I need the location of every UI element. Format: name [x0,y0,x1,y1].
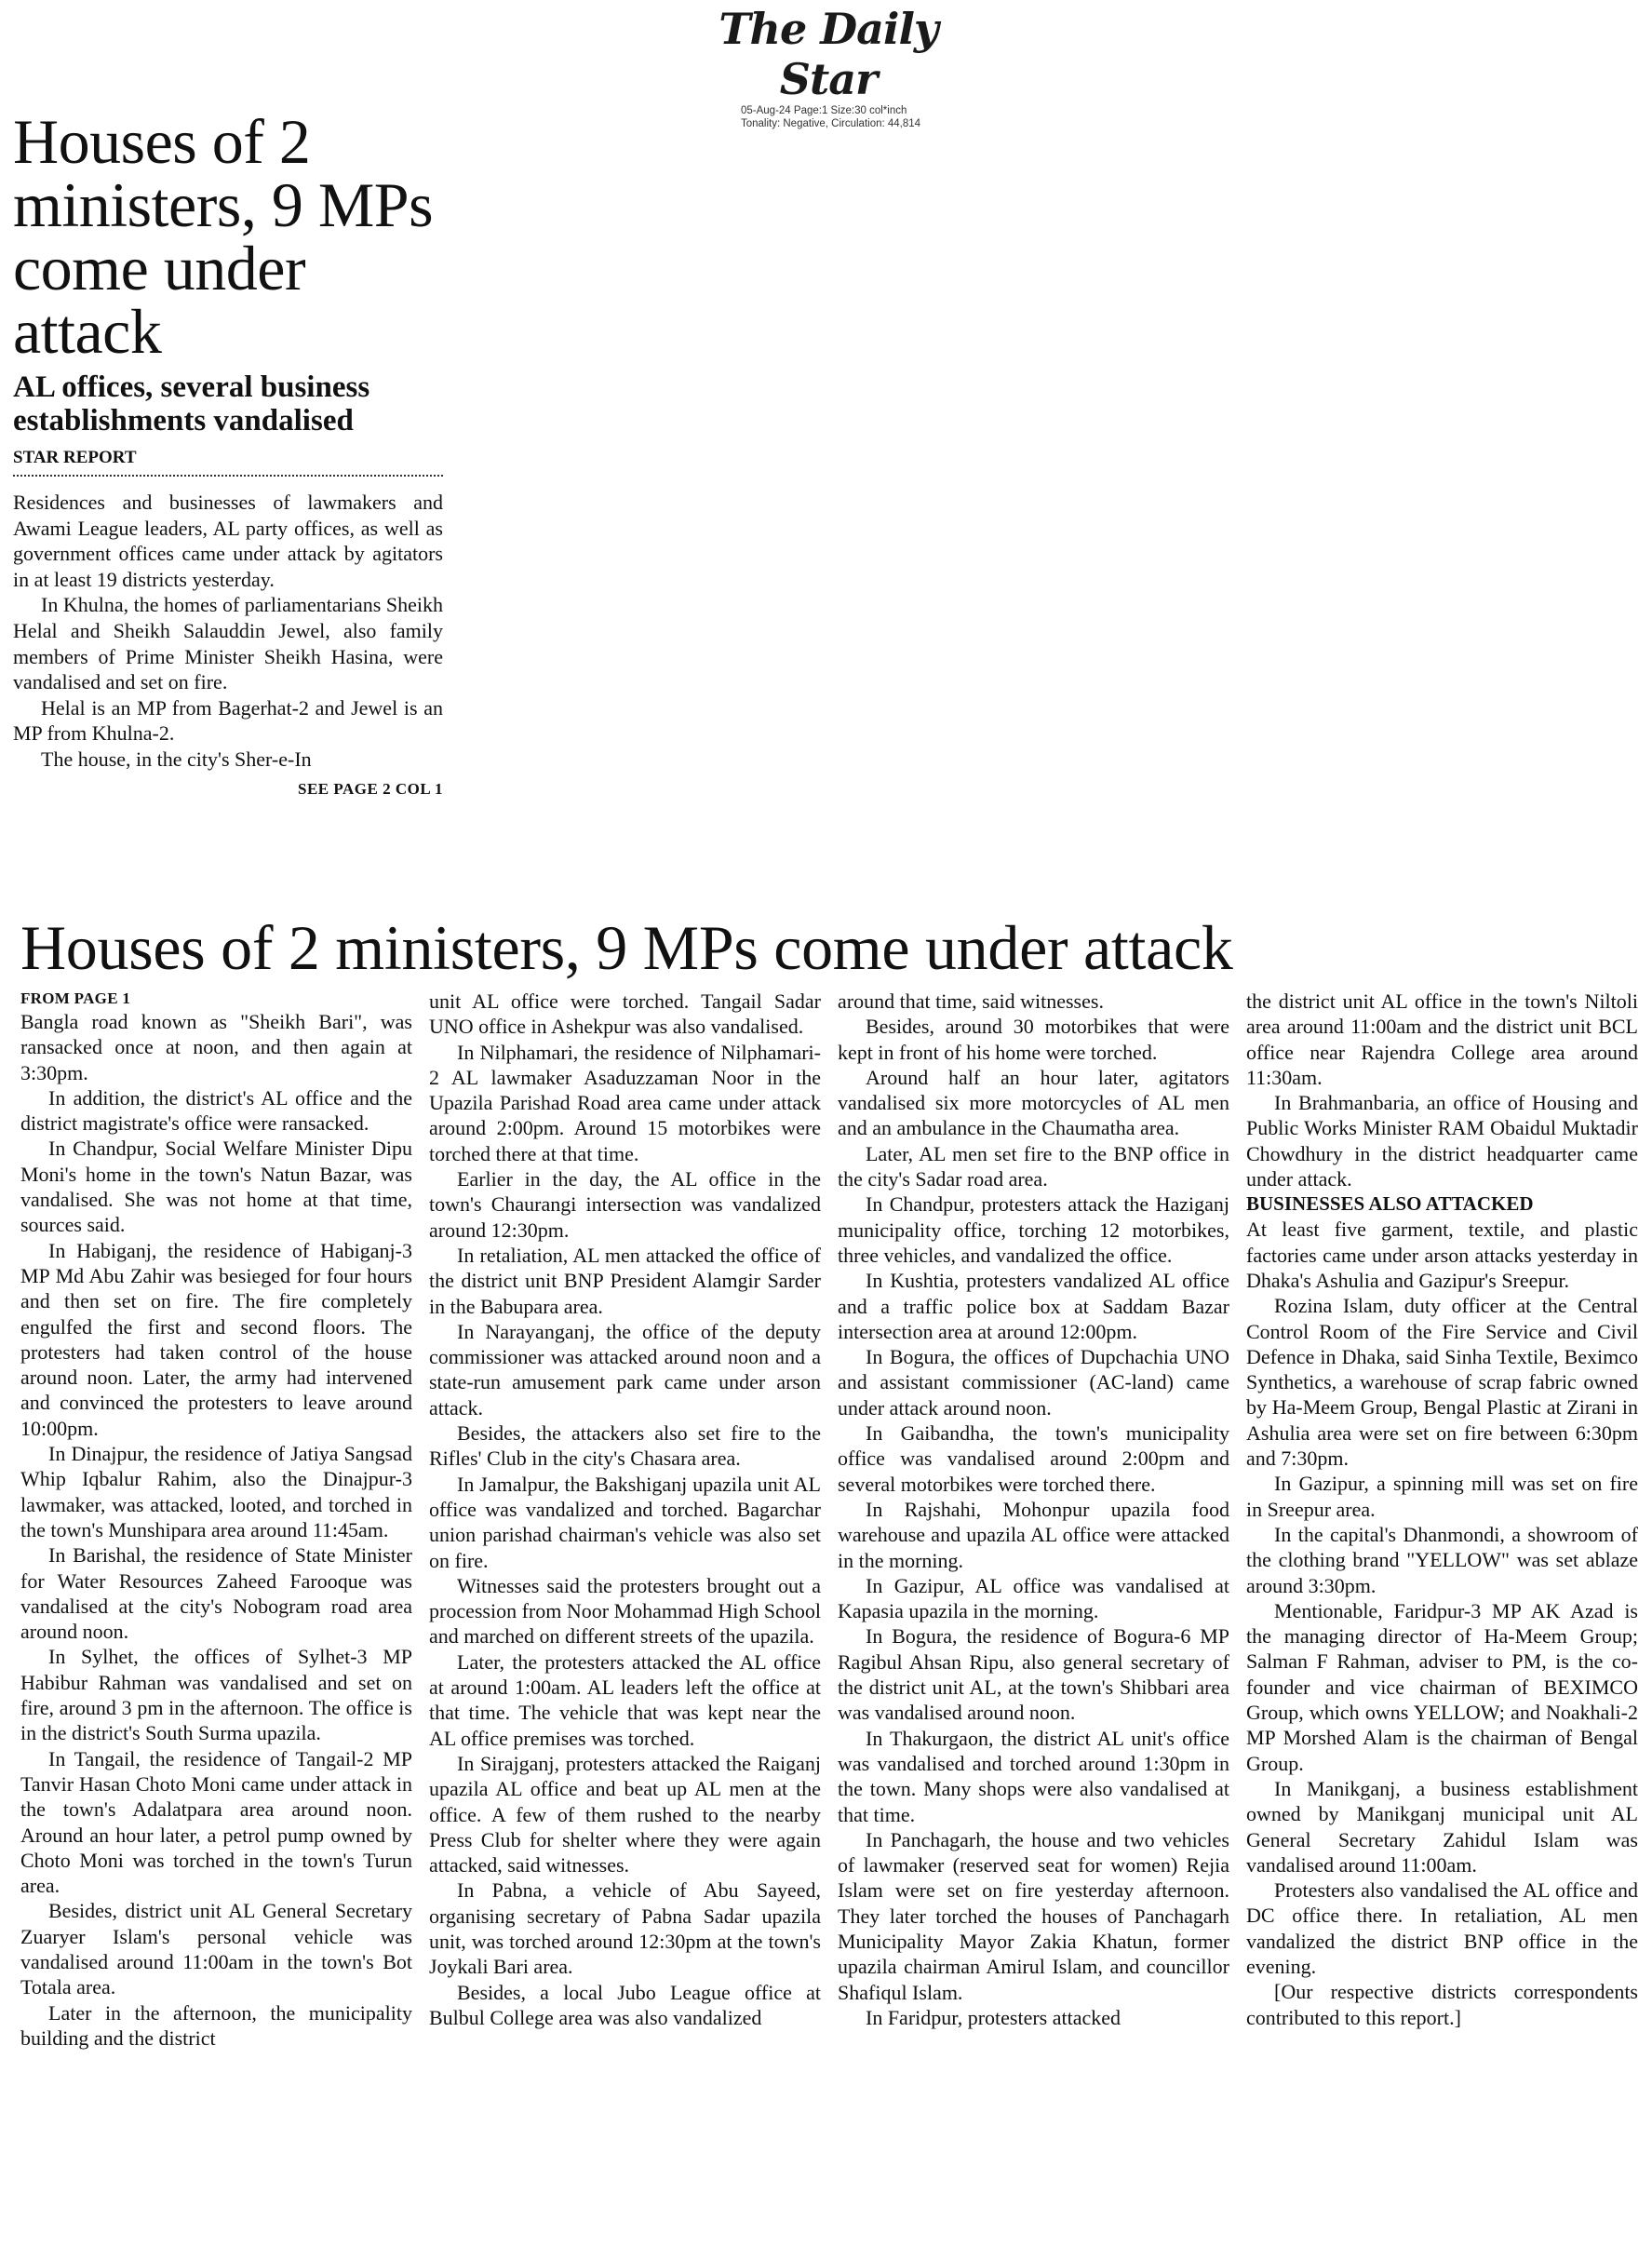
article-paragraph: In Jamalpur, the Bakshiganj upazila unit AL office was vandalized and torched. Bagarchar union parishad chairman's vehicle was also set on fire. [429,1472,821,1572]
article-paragraph: Bangla road known as "Sheikh Bari", was ransacked once at noon, and then again at 3:30pm. [20,1010,412,1084]
article-paragraph: In Chandpur, protesters attack the Haziganj municipality office, torching 12 motorbikes, three vehicles, and vandalized the office. [838,1192,1229,1267]
front-story-paragraph: Residences and businesses of lawmakers and Awami League leaders, AL party offices, as well as government offices came under attack by agitators in at least 19 districts yesterday. [13,491,443,591]
article-paragraph: In Gazipur, AL office was vandalised at Kapasia upazila in the morning. [838,1573,1229,1623]
article-column-3 [838,989,1229,2256]
article-paragraph: In Habiganj, the residence of Habiganj-3 MP Md Abu Zahir was besieged for four hours and then set on fire. The fire completely engulfed the first and second floors. The protesters had taken control of the house around noon. Later, the army had intervened and convinced the protesters to leave around 10:00pm. [20,1238,412,1440]
clipping-meta-date-size: 05-Aug-24 Page:1 Size:30 col*inch [741,105,907,116]
article-column-2 [429,989,821,2256]
article-paragraph: In Panchagarh, the house and two vehicles of lawmaker (reserved seat for women) Rejia Islam were set on fire yesterday afternoon. They later torched the houses of Panchagarh Municipality Mayor Zakia Khatun, former upazila chairman Amirul Islam, and councillor Shafiqul Islam. [838,1827,1229,2004]
article-paragraph: Later, the protesters attacked the AL office at around 1:00am. AL leaders left the office at that time. The vehicle that was kept near the AL office premises was torched. [429,1649,821,1750]
article-paragraph: In Sylhet, the offices of Sylhet-3 MP Habibur Rahman was vandalised and set on fire, around 3 pm in the afternoon. The office is in the district's South Surma upazila. [20,1645,412,1745]
article-paragraph: In Faridpur, protesters attacked [866,2005,1121,2029]
continued-story-headline: Houses of 2 ministers, 9 MPs come under attack [20,912,1233,983]
from-page-label: FROM PAGE 1 [20,989,131,1007]
article-paragraph: In Nilphamari, the residence of Nilphamari-2 AL lawmaker Asaduzzaman Noor in the Upazila Parishad Road area came under attack around 2:00pm. Around 15 motorbikes were torched there at that time. [429,1040,821,1165]
article-paragraph: Mentionable, Faridpur-3 MP AK Azad is the managing director of Ha-Meem Group; Salman F Rahman, adviser to PM, is the co-founder and vice chairman of BEXIMCO Group, which owns YELLOW; and Noakhali-2 MP Morshed Alam is the chairman of Bengal Group. [1246,1598,1638,1775]
article-paragraph: the district unit AL office in the town's Niltoli area around 11:00am and the district unit BCL office near Rajendra College area around 11:30am. [1246,989,1638,1089]
article-paragraph: Witnesses said the protesters brought out a procession from Noor Mohammad High School and marched on different streets of the upazila. [429,1573,821,1649]
article-paragraph: In Pabna, a vehicle of Abu Sayeed, organising secretary of Pabna Sadar upazila unit, was torched around 12:30pm at the town's Joykali Bari area. [429,1878,821,1979]
article-paragraph: Rozina Islam, duty officer at the Central Control Room of the Fire Service and Civil Defence in Dhaka, said Sinha Textile, Beximco Synthetics, a warehouse of scrap fabric owned by Ha-Meem Group, Bengal Plastic at Zirani in Ashulia area were set on fire between 6:30pm and 7:30pm. [1246,1294,1638,1471]
article-paragraph: In Tangail, the residence of Tangail-2 MP Tanvir Hasan Choto Moni came under attack in the town's Adalatpara area around noon. Around an hour later, a petrol pump owned by Choto Moni was torched in the town's Turun area. [20,1746,412,1898]
article-paragraph: In Gaibandha, the town's municipality office was vandalised around 2:00pm and several motorbikes were torched there. [838,1421,1229,1496]
article-paragraph: Protesters also vandalised the AL office and DC office there. In retaliation, AL men vandalized the district BNP office in the evening. [1246,1878,1638,1978]
front-story-headline: Houses of 2 ministers, 9 MPs come under attack [13,106,434,367]
article-paragraph: In addition, the district's AL office and the district magistrate's office were ransacked. [20,1085,412,1136]
article-paragraph: In retaliation, AL men attacked the office of the district unit BNP President Alamgir Sarder in the Babupara area. [429,1243,821,1318]
newspaper-logo: The Daily Star [719,4,938,104]
article-column-1 [20,989,412,2256]
front-story-paragraph: Helal is an MP from Bagerhat-2 and Jewel is an MP from Khulna-2. [13,695,443,746]
article-paragraph: Later, AL men set fire to the BNP office in the city's Sadar road area. [838,1141,1229,1191]
article-column-4 [1246,989,1638,2256]
article-paragraph: Besides, around 30 motorbikes that were kept in front of his home were torched. [838,1015,1229,1064]
article-paragraph: In Bogura, the offices of Dupchachia UNO and assistant commissioner (AC-land) came under attack around noon. [838,1345,1229,1420]
article-paragraph: around that time, said witnesses. [838,989,1104,1013]
article-paragraph: Besides, the attackers also set fire to the Rifles' Club in the city's Chasara area. [429,1421,821,1471]
front-story-body [13,490,443,773]
article-paragraph: In the capital's Dhanmondi, a showroom of the clothing brand "YELLOW" was set ablaze around 3:30pm. [1246,1522,1638,1597]
front-story-paragraph: The house, in the city's Sher-e-In [41,747,312,771]
article-paragraph: [Our respective districts correspondents contributed to this report.] [1246,1980,1638,2029]
article-paragraph: Later in the afternoon, the municipality building and the district [20,2000,412,2050]
front-page-story [13,106,443,799]
article-paragraph: In Brahmanbaria, an office of Housing and Public Works Minister RAM Obaidul Muktadir Chowdhury in the district headquarter came under attack. [1246,1091,1638,1191]
article-paragraph: Around half an hour later, agitators vandalised six more motorcycles of AL men and an ambulance in the Chaumatha area. [838,1065,1229,1140]
front-story-byline: STAR REPORT [13,447,443,477]
article-paragraph: In Chandpur, Social Welfare Minister Dipu Moni's home in the town's Natun Bazar, was vandalised. She was not home at that time, sources said. [20,1137,412,1237]
section-subhead: BUSINESSES ALSO ATTACKED [1246,1192,1534,1216]
jump-line: SEE PAGE 2 COL 1 [298,779,443,798]
article-paragraph: At least five garment, textile, and plastic factories came under arson attacks yesterday in Dhaka's Ashulia and Gazipur's Sreepur. [1246,1218,1638,1292]
continued-story-columns [20,989,1640,2256]
article-paragraph: In Sirajganj, protesters attacked the Raiganj upazila AL office and beat up AL men at the office. A few of them rushed to the nearby Press Club for shelter where they were again attacked, said witnesses. [429,1751,821,1877]
masthead [689,4,968,130]
article-paragraph: In Barishal, the residence of State Minister for Water Resources Zaheed Farooque was vandalised at the city's Nobogram road area around noon. [20,1543,412,1644]
article-paragraph: In Bogura, the residence of Bogura-6 MP Ragibul Ahsan Ripu, also general secretary of the district unit AL, at the town's Shibbari area was vandalised around noon. [838,1624,1229,1725]
article-paragraph: unit AL office were torched. Tangail Sadar UNO office in Ashekpur was also vandalised. [429,989,821,1039]
article-paragraph: In Manikganj, a business establishment owned by Manikganj municipal unit AL General Secretary Zahidul Islam was vandalised around 11:00am. [1246,1776,1638,1877]
article-paragraph: In Rajshahi, Mohonpur upazila food warehouse and upazila AL office were attacked in the morning. [838,1497,1229,1572]
front-story-deck: AL offices, several business establishments vandalised [13,370,370,437]
article-paragraph: In Dinajpur, the residence of Jatiya Sangsad Whip Iqbalur Rahim, also the Dinajpur-3 lawmaker, was attacked, looted, and torched in the town's Munshipara area around 11:45am. [20,1442,412,1541]
front-story-paragraph: In Khulna, the homes of parliamentarians Sheikh Helal and Sheikh Salauddin Jewel, also family members of Prime Minister Sheikh Hasina, were vandalised and set on fire. [13,593,443,694]
article-paragraph: Earlier in the day, the AL office in the town's Chaurangi intersection was vandalized around 12:30pm. [429,1167,821,1242]
article-paragraph: Besides, a local Jubo League office at Bulbul College area was also vandalized [429,1980,821,2029]
article-paragraph: In Narayanganj, the office of the deputy commissioner was attacked around noon and a state-run amusement park came under arson attack. [429,1319,821,1420]
article-paragraph: In Thakurgaon, the district AL unit's office was vandalised and torched around 1:30pm in the town. Many shops were also vandalised at that time. [838,1726,1229,1826]
article-paragraph: In Gazipur, a spinning mill was set on fire in Sreepur area. [1246,1472,1638,1521]
article-paragraph: Besides, district unit AL General Secretary Zuaryer Islam's personal vehicle was vandalised around 11:00am in the town's Bot Totala area. [20,1899,412,1999]
article-paragraph: In Kushtia, protesters vandalized AL office and a traffic police box at Saddam Bazar intersection area at around 12:00pm. [838,1269,1229,1343]
clipping-meta-tonality: Tonality: Negative, Circulation: 44,814 [741,118,921,129]
